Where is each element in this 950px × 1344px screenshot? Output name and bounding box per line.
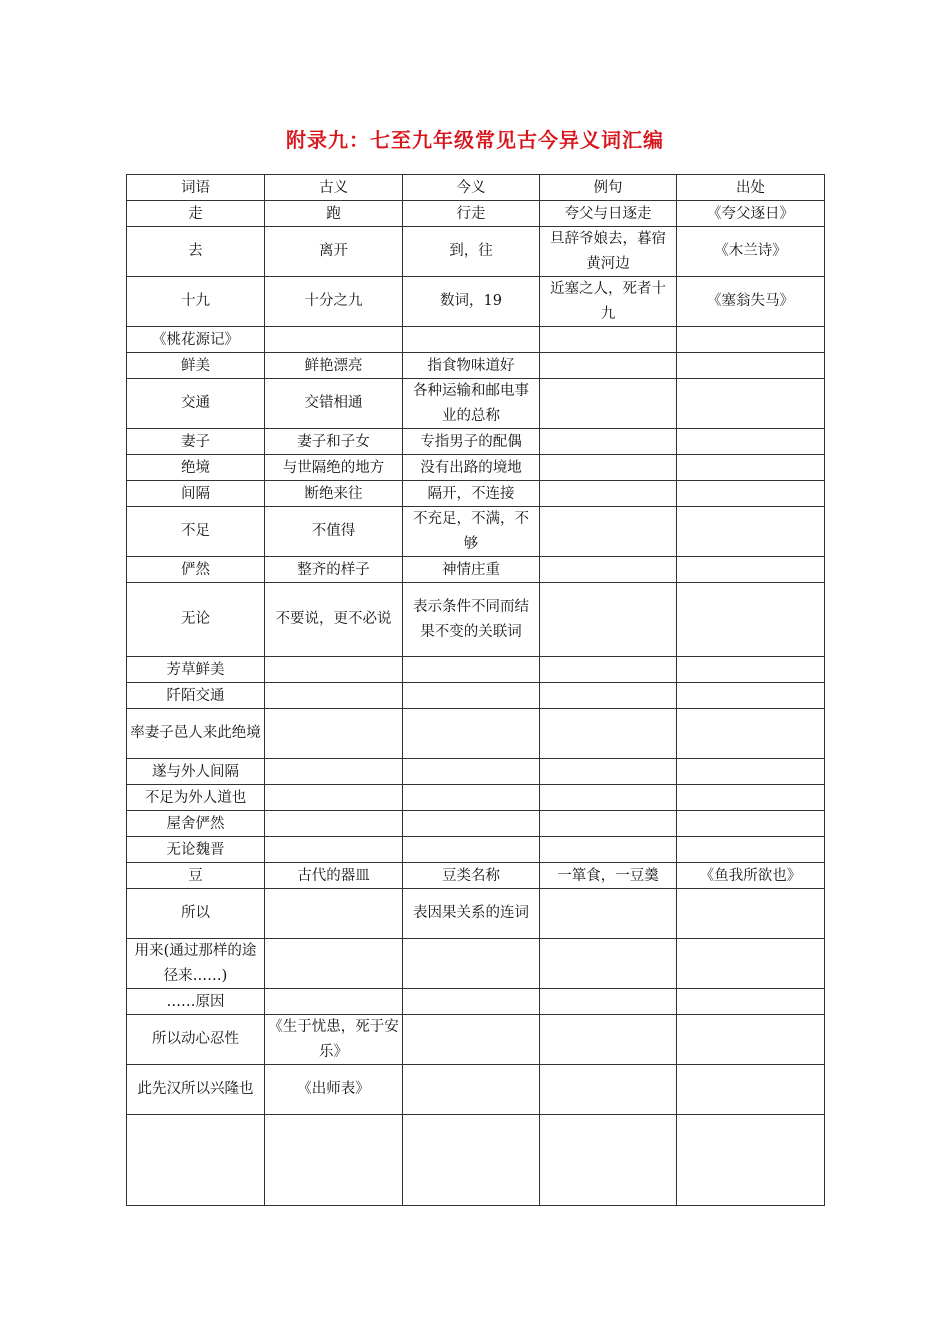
cell-example	[540, 889, 677, 939]
cell-modern-meaning	[403, 327, 540, 353]
cell-modern-meaning	[403, 1065, 540, 1115]
cell-modern-meaning: 表示条件不同而结果不变的关联词	[403, 583, 540, 657]
cell-modern-meaning	[403, 785, 540, 811]
cell-modern-meaning	[403, 811, 540, 837]
page-title: 附录九：七至九年级常见古今异义词汇编	[286, 128, 664, 152]
cell-word: 俨然	[127, 557, 265, 583]
cell-word: 屋舍俨然	[127, 811, 265, 837]
cell-word: 《桃花源记》	[127, 327, 265, 353]
cell-source	[677, 683, 825, 709]
cell-ancient-meaning	[265, 811, 403, 837]
cell-word: 所以	[127, 889, 265, 939]
table-row	[127, 481, 825, 507]
cell-ancient-meaning: 妻子和子女	[265, 429, 403, 455]
cell-example: 一箪食，一豆羹	[540, 863, 677, 889]
cell-example	[540, 785, 677, 811]
cell-word: 所以动心忍性	[127, 1015, 265, 1065]
table-row	[127, 557, 825, 583]
table-row	[127, 863, 825, 889]
cell-example	[540, 327, 677, 353]
cell-example: 近塞之人，死者十九	[540, 277, 677, 327]
table-row	[127, 837, 825, 863]
cell-word: 鲜美	[127, 353, 265, 379]
cell-ancient-meaning	[265, 785, 403, 811]
cell-source	[677, 939, 825, 989]
cell-modern-meaning	[403, 683, 540, 709]
cell-source	[677, 811, 825, 837]
cell-word: 间隔	[127, 481, 265, 507]
cell-example	[540, 481, 677, 507]
cell-modern-meaning: 不充足，不满，不够	[403, 507, 540, 557]
cell-source	[677, 759, 825, 785]
cell-ancient-meaning	[265, 657, 403, 683]
cell-source	[677, 785, 825, 811]
cell-word: ……原因	[127, 989, 265, 1015]
cell-ancient-meaning: 离开	[265, 227, 403, 277]
table-row	[127, 785, 825, 811]
table-row	[127, 379, 825, 429]
cell-modern-meaning	[403, 1115, 540, 1206]
cell-example	[540, 429, 677, 455]
cell-source	[677, 429, 825, 455]
cell-modern-meaning: 各种运输和邮电事业的总称	[403, 379, 540, 429]
cell-ancient-meaning: 整齐的样子	[265, 557, 403, 583]
header-row	[127, 175, 825, 201]
cell-word: 豆	[127, 863, 265, 889]
table-row	[127, 327, 825, 353]
table-row	[127, 989, 825, 1015]
cell-modern-meaning: 数词，19	[403, 277, 540, 327]
table-row	[127, 1115, 825, 1206]
cell-ancient-meaning: 交错相通	[265, 379, 403, 429]
cell-ancient-meaning: 十分之九	[265, 277, 403, 327]
cell-word: 十九	[127, 277, 265, 327]
cell-ancient-meaning: 《出师表》	[265, 1065, 403, 1115]
header-cell-word: 词语	[127, 175, 265, 201]
cell-word: 不足	[127, 507, 265, 557]
cell-modern-meaning: 隔开，不连接	[403, 481, 540, 507]
table-row	[127, 811, 825, 837]
cell-word: 不足为外人道也	[127, 785, 265, 811]
cell-ancient-meaning	[265, 1115, 403, 1206]
cell-modern-meaning	[403, 837, 540, 863]
cell-source: 《鱼我所欲也》	[677, 863, 825, 889]
cell-modern-meaning: 到，往	[403, 227, 540, 277]
header-cell-example: 例句	[540, 175, 677, 201]
table-row	[127, 1065, 825, 1115]
cell-source	[677, 837, 825, 863]
cell-example	[540, 353, 677, 379]
cell-modern-meaning: 表因果关系的连词	[403, 889, 540, 939]
header-cell-ancient-meaning: 古义	[265, 175, 403, 201]
cell-modern-meaning: 指食物味道好	[403, 353, 540, 379]
cell-ancient-meaning: 与世隔绝的地方	[265, 455, 403, 481]
table-row	[127, 683, 825, 709]
cell-word: 无论魏晋	[127, 837, 265, 863]
table-row	[127, 227, 825, 277]
cell-ancient-meaning	[265, 939, 403, 989]
header-cell-source: 出处	[677, 175, 825, 201]
cell-source	[677, 507, 825, 557]
cell-ancient-meaning	[265, 709, 403, 759]
cell-source	[677, 989, 825, 1015]
cell-word: 阡陌交通	[127, 683, 265, 709]
table-row	[127, 353, 825, 379]
cell-ancient-meaning: 跑	[265, 201, 403, 227]
cell-ancient-meaning: 《生于忧患，死于安乐》	[265, 1015, 403, 1065]
cell-source: 《木兰诗》	[677, 227, 825, 277]
cell-example	[540, 657, 677, 683]
table-row	[127, 759, 825, 785]
table-row	[127, 889, 825, 939]
cell-word: 去	[127, 227, 265, 277]
cell-ancient-meaning	[265, 327, 403, 353]
table-body	[127, 175, 825, 1206]
table-row	[127, 939, 825, 989]
cell-source	[677, 557, 825, 583]
table-row	[127, 277, 825, 327]
table-row	[127, 657, 825, 683]
cell-source	[677, 1115, 825, 1206]
cell-modern-meaning: 豆类名称	[403, 863, 540, 889]
cell-example: 夸父与日逐走	[540, 201, 677, 227]
cell-example	[540, 759, 677, 785]
cell-example	[540, 811, 677, 837]
cell-example	[540, 379, 677, 429]
cell-word: 用来(通过那样的途径来……)	[127, 939, 265, 989]
table-row	[127, 709, 825, 759]
cell-word: 妻子	[127, 429, 265, 455]
table-row	[127, 429, 825, 455]
table-row	[127, 507, 825, 557]
cell-modern-meaning: 神情庄重	[403, 557, 540, 583]
cell-ancient-meaning	[265, 759, 403, 785]
cell-modern-meaning	[403, 989, 540, 1015]
table-row	[127, 201, 825, 227]
cell-ancient-meaning	[265, 837, 403, 863]
table-row	[127, 1015, 825, 1065]
cell-modern-meaning	[403, 657, 540, 683]
cell-source	[677, 379, 825, 429]
cell-ancient-meaning: 不值得	[265, 507, 403, 557]
cell-source	[677, 455, 825, 481]
cell-example	[540, 837, 677, 863]
table-row	[127, 455, 825, 481]
cell-example	[540, 507, 677, 557]
cell-source	[677, 1015, 825, 1065]
cell-source	[677, 1065, 825, 1115]
cell-source	[677, 889, 825, 939]
table-row	[127, 583, 825, 657]
cell-word: 交通	[127, 379, 265, 429]
cell-source	[677, 327, 825, 353]
cell-example	[540, 939, 677, 989]
cell-word: 走	[127, 201, 265, 227]
cell-word: 无论	[127, 583, 265, 657]
cell-source	[677, 353, 825, 379]
cell-modern-meaning: 行走	[403, 201, 540, 227]
header-cell-modern-meaning: 今义	[403, 175, 540, 201]
cell-example	[540, 557, 677, 583]
cell-ancient-meaning	[265, 989, 403, 1015]
cell-source	[677, 657, 825, 683]
cell-source	[677, 583, 825, 657]
cell-modern-meaning	[403, 939, 540, 989]
cell-example	[540, 1065, 677, 1115]
cell-source	[677, 709, 825, 759]
cell-ancient-meaning	[265, 889, 403, 939]
cell-ancient-meaning: 断绝来往	[265, 481, 403, 507]
cell-word: 此先汉所以兴隆也	[127, 1065, 265, 1115]
cell-example	[540, 709, 677, 759]
glossary-table	[126, 174, 825, 1206]
cell-example	[540, 1115, 677, 1206]
cell-example	[540, 455, 677, 481]
cell-ancient-meaning: 鲜艳漂亮	[265, 353, 403, 379]
cell-example	[540, 1015, 677, 1065]
cell-modern-meaning: 专指男子的配偶	[403, 429, 540, 455]
cell-word: 绝境	[127, 455, 265, 481]
cell-modern-meaning: 没有出路的境地	[403, 455, 540, 481]
cell-ancient-meaning: 不要说，更不必说	[265, 583, 403, 657]
cell-modern-meaning	[403, 709, 540, 759]
cell-modern-meaning	[403, 1015, 540, 1065]
cell-source: 《夸父逐日》	[677, 201, 825, 227]
cell-example: 旦辞爷娘去，暮宿黄河边	[540, 227, 677, 277]
cell-word	[127, 1115, 265, 1206]
cell-ancient-meaning: 古代的器皿	[265, 863, 403, 889]
cell-word: 遂与外人间隔	[127, 759, 265, 785]
cell-example	[540, 683, 677, 709]
cell-word: 芳草鲜美	[127, 657, 265, 683]
cell-source: 《塞翁失马》	[677, 277, 825, 327]
cell-example	[540, 989, 677, 1015]
cell-word: 率妻子邑人来此绝境	[127, 709, 265, 759]
cell-source	[677, 481, 825, 507]
cell-example	[540, 583, 677, 657]
cell-modern-meaning	[403, 759, 540, 785]
cell-ancient-meaning	[265, 683, 403, 709]
